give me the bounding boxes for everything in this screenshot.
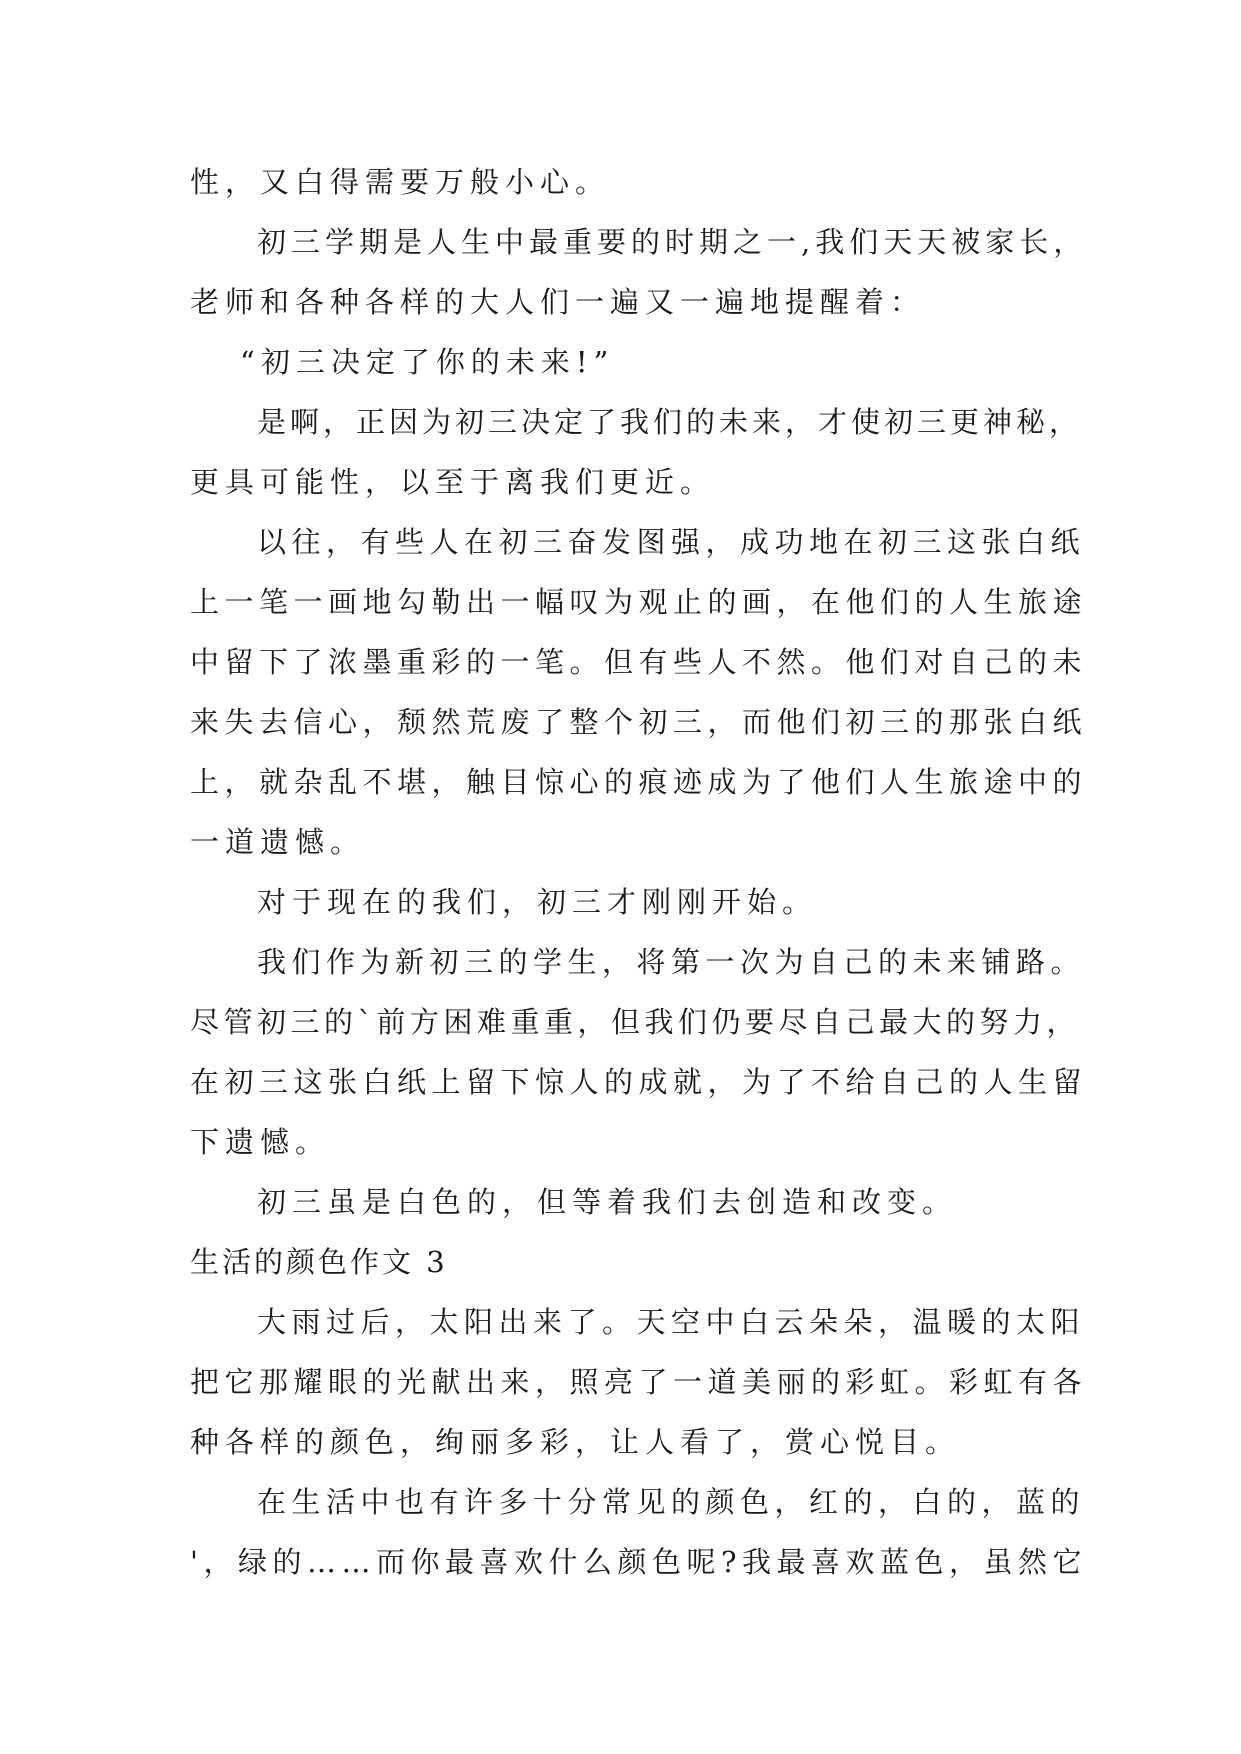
paragraph-line: 下遗憾。 <box>190 1125 331 1159</box>
paragraph-line: 初三学期是人生中最重要的时期之一,我们天天被家长， <box>257 225 1088 259</box>
paragraph-line: 初三虽是白色的，但等着我们去创造和改变。 <box>257 1185 958 1219</box>
paragraph-line: 在初三这张白纸上留下惊人的成就，为了不给自己的人生留 <box>190 1065 1088 1099</box>
paragraph-line: 一道遗憾。 <box>190 825 366 859</box>
paragraph-line: 尽管初三的`前方困难重重，但我们仍要尽自己最大的努力， <box>190 1005 1081 1039</box>
paragraph-line: 我们作为新初三的学生，将第一次为自己的未来铺路。 <box>257 945 1086 979</box>
paragraph-line: '，绿的……而你最喜欢什么颜色呢?我最喜欢蓝色，虽然它 <box>190 1545 1088 1579</box>
paragraph-line: 把它那耀眼的光献出来，照亮了一道美丽的彩虹。彩虹有各 <box>190 1365 1088 1399</box>
paragraph-line: 是啊，正因为初三决定了我们的未来，才使初三更神秘， <box>257 405 1083 439</box>
paragraph-line: 对于现在的我们，初三才刚刚开始。 <box>257 885 818 919</box>
paragraph-line: 更具可能性，以至于离我们更近。 <box>190 465 716 499</box>
paragraph-line: 上，就杂乱不堪，触目惊心的痕迹成为了他们人生旅途中的 <box>190 765 1088 799</box>
quote-line: “初三决定了你的未来!” <box>240 345 615 379</box>
paragraph-line: 中留下了浓墨重彩的一笔。但有些人不然。他们对自己的未 <box>190 645 1088 679</box>
paragraph-line: 老师和各种各样的大人们一遍又一遍地提醒着： <box>190 285 926 319</box>
section-heading: 生活的颜色作文 3 <box>190 1245 448 1279</box>
paragraph-line: 大雨过后，太阳出来了。天空中白云朵朵，温暖的太阳 <box>257 1305 1086 1339</box>
paragraph-line: 来失去信心，颓然荒废了整个初三，而他们初三的那张白纸 <box>190 705 1088 739</box>
paragraph-line: 以往，有些人在初三奋发图强，成功地在初三这张白纸 <box>257 525 1086 559</box>
paragraph-line: 性，又白得需要万般小心。 <box>190 165 611 199</box>
paragraph-line: 种各样的颜色，绚丽多彩，让人看了，赏心悦目。 <box>190 1425 961 1459</box>
paragraph-line: 上一笔一画地勾勒出一幅叹为观止的画，在他们的人生旅途 <box>190 585 1088 619</box>
paragraph-line: 在生活中也有许多十分常见的颜色，红的，白的，蓝的 <box>257 1485 1086 1519</box>
